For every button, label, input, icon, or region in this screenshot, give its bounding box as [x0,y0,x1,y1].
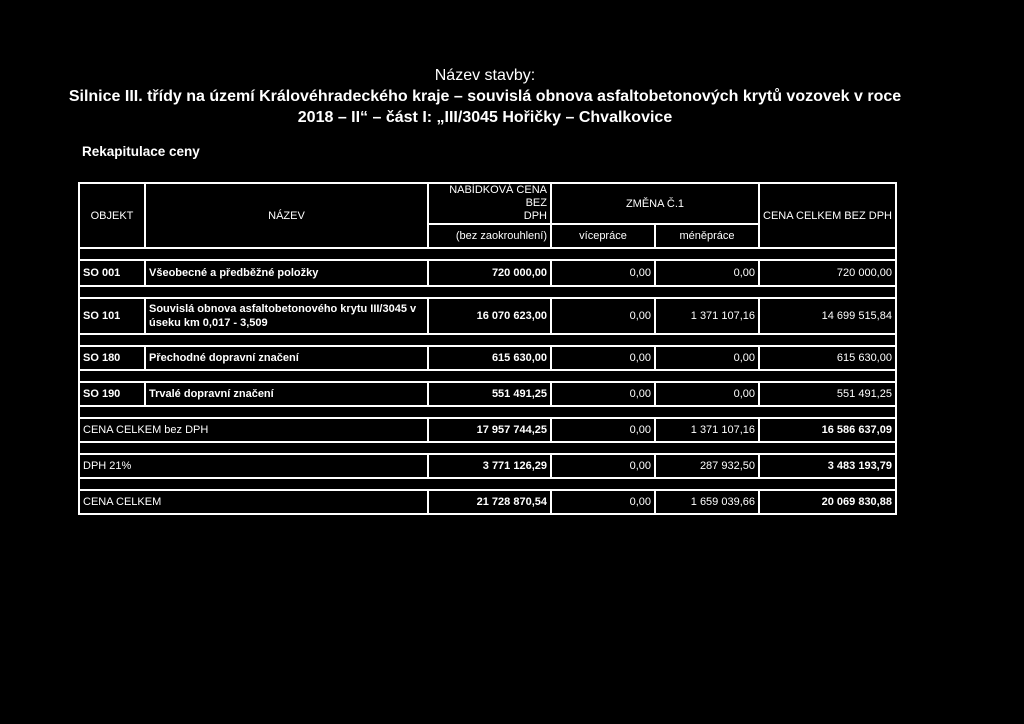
total-celkem: 3 483 193,79 [759,454,896,478]
total-viceprace: 0,00 [551,454,655,478]
header-cena-celkem: CENA CELKEM BEZ DPH [759,183,896,248]
header-nabidkova-line2: DPH [523,210,547,222]
row-viceprace: 0,00 [551,346,655,370]
header-meneprace: méněpráce [655,224,759,248]
header-nabidkova-cena [428,183,551,224]
row-viceprace: 0,00 [551,382,655,406]
total-nabidka: 17 957 744,25 [428,418,551,442]
row-name: Trvalé dopravní značení [145,382,428,406]
header-nabidkova-line1: NABÍDKOVÁ CENA BEZ [449,184,547,209]
row-name: Přechodné dopravní značení [145,346,428,370]
row-code: SO 180 [79,346,145,370]
row-nabidka: 16 070 623,00 [428,298,551,334]
total-celkem: 20 069 830,88 [759,490,896,514]
totals-row [79,454,896,478]
spacer-row [79,286,896,298]
row-celkem: 720 000,00 [759,260,896,286]
spacer-row [79,478,896,490]
title-line-1: Silnice III. třídy na území Královéhradeckého kraje – souvislá obnova asfaltobetonových krytů vozovek v roce [68,88,902,105]
spacer-row [79,334,896,346]
header-zmena: ZMĚNA Č.1 [551,183,759,224]
row-celkem: 14 699 515,84 [759,298,896,334]
table-row [79,346,896,370]
header-row-top [79,183,896,224]
row-code: SO 101 [79,298,145,334]
total-label: CENA CELKEM bez DPH [79,418,428,442]
row-celkem: 551 491,25 [759,382,896,406]
row-name: Souvislá obnova asfaltobetonového krytu III/3045 v úseku km 0,017 - 3,509 [145,298,428,334]
table-row [79,260,896,286]
total-viceprace: 0,00 [551,418,655,442]
total-nabidka: 21 728 870,54 [428,490,551,514]
totals-row [79,490,896,514]
row-meneprace: 0,00 [655,260,759,286]
row-meneprace: 0,00 [655,346,759,370]
section-subtitle: Rekapitulace ceny [82,144,200,159]
table-row [79,382,896,406]
total-meneprace: 287 932,50 [655,454,759,478]
total-label: CENA CELKEM [79,490,428,514]
row-viceprace: 0,00 [551,260,655,286]
header-objekt: OBJEKT [79,183,145,248]
row-code: SO 190 [79,382,145,406]
row-meneprace: 1 371 107,16 [655,298,759,334]
title-line-2: 2018 – II“ – část I: „III/3045 Hořičky – Chvalkovice [297,109,673,126]
spacer-row [79,370,896,382]
row-nabidka: 720 000,00 [428,260,551,286]
header-viceprace: vícepráce [551,224,655,248]
spacer-row [79,406,896,418]
row-nabidka: 615 630,00 [428,346,551,370]
header-nazev: NÁZEV [145,183,428,248]
total-celkem: 16 586 637,09 [759,418,896,442]
row-nabidka: 551 491,25 [428,382,551,406]
total-meneprace: 1 659 039,66 [655,490,759,514]
total-meneprace: 1 371 107,16 [655,418,759,442]
row-meneprace: 0,00 [655,382,759,406]
spacer-row [79,248,896,260]
title-heading: Název stavby: [434,67,536,84]
table-row [79,298,896,334]
header-bez-zaokrouhleni: (bez zaokrouhlení) [428,224,551,248]
document-title [0,66,970,128]
row-name: Všeobecné a předběžné položky [145,260,428,286]
row-code: SO 001 [79,260,145,286]
row-celkem: 615 630,00 [759,346,896,370]
total-label: DPH 21% [79,454,428,478]
price-recap-table [78,182,897,515]
spacer-row [79,442,896,454]
total-viceprace: 0,00 [551,490,655,514]
totals-row [79,418,896,442]
total-nabidka: 3 771 126,29 [428,454,551,478]
row-viceprace: 0,00 [551,298,655,334]
